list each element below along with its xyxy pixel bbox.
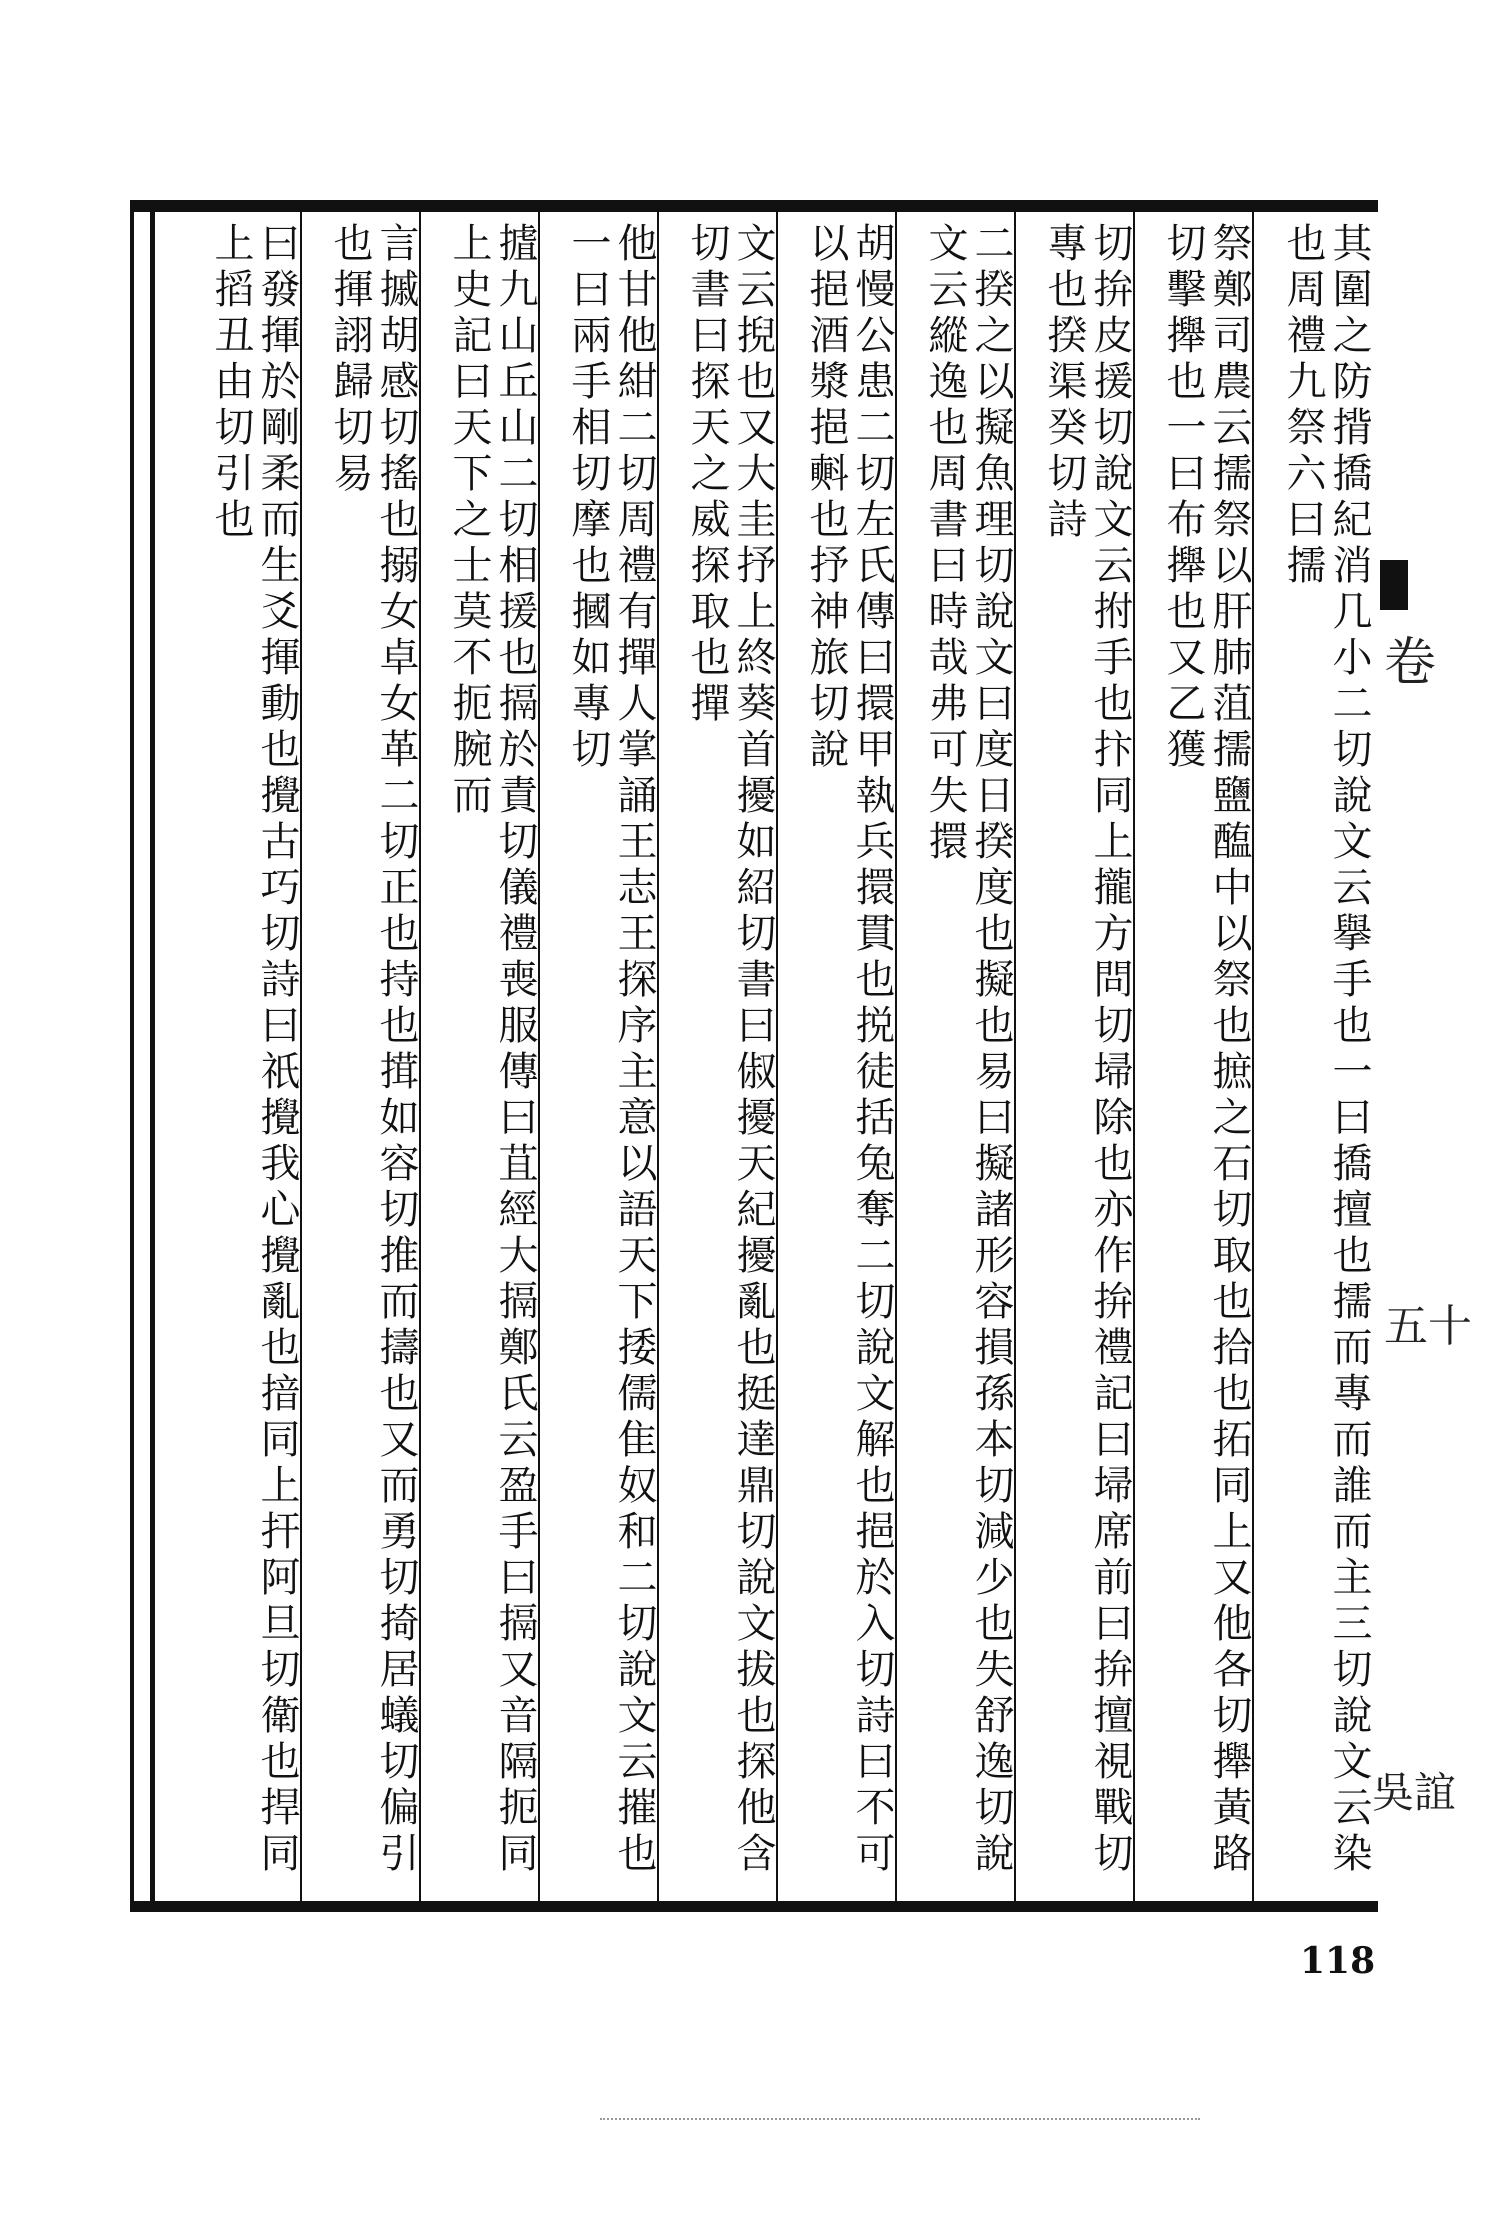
column-text: 曰發揮於剛柔而生爻揮動也攪古巧切詩曰祇攪我心攪亂也揞同上扞阿旦切衛也捍同上搯丑由切引也: [208, 222, 300, 1878]
fold-mark-bar: [1380, 560, 1408, 610]
text-column-5: [776, 212, 895, 1902]
text-column-9: [300, 212, 419, 1902]
text-column-7: [538, 212, 657, 1902]
edge-mark-volume: 卷: [1384, 633, 1437, 693]
column-text: 他甘他紺二切周禮有撣人掌誦王志王探序主意以語天下捼儒隹奴和二切說文云摧也一曰兩手相切摩也摑如專切: [565, 222, 657, 1878]
page-number: 118: [1300, 1940, 1376, 1982]
text-column-2: [1133, 212, 1252, 1902]
text-column-8: [419, 212, 538, 1902]
text-column-6: [657, 212, 776, 1902]
column-text: 胡慢公患二切左氏傳曰擐甲執兵擐貫也捝徒括兔奪二切說文解也挹於入切詩曰不可以挹酒漿挹㪺也抒神旅切說: [803, 222, 895, 1878]
edge-mark-publisher: 吳誼: [1372, 1768, 1457, 1817]
edge-mark-number: 五十: [1384, 1301, 1472, 1352]
column-text: 文云掜也又大圭抒上終葵首擾如紹切書曰俶擾天紀擾亂也挺達鼎切說文拔也探他含切書曰探天之威探取也撣: [684, 222, 776, 1878]
text-column-3: [1014, 212, 1133, 1902]
column-text: 摣九山丘山二切相援也搹於責切儀禮喪服傳曰苴經大搹鄭氏云盈手曰搹又音隔扼同上史記曰天下之士莫不扼腕而: [446, 222, 538, 1878]
text-column-4: [895, 212, 1014, 1902]
text-column-1: [1252, 212, 1372, 1902]
column-text: 言摵胡感切搖也搦女卓女革二切正也持也搑如容切推而擣也又而勇切掎居蟻切偏引也揮詡歸切易: [327, 222, 419, 1878]
scan-noise: [600, 2118, 1200, 2122]
column-text: 祭鄭司農云擩祭以肝肺菹擩鹽醢中以祭也摭之石切取也拾也拓同上又他各切攑黃路切擊攑也一曰布攑也又乙獲: [1160, 222, 1252, 1878]
column-text: 切拚皮援切說文云拊手也抃同上攏方問切埽除也亦作拚禮記曰埽席前曰拚擅視戰切專也揆渠癸切詩: [1041, 222, 1133, 1878]
column-text: 二揆之以擬魚理切說文曰度日揆度也擬也易曰擬諸形容損孫本切減少也失舒逸切說文云縱逸也周書曰時哉弗可失擐: [922, 222, 1014, 1878]
column-text: 其圍之防揹撟紀消几小二切說文云擧手也一曰撟擅也擩而專而誰而主三切說文云染也周禮九祭六曰擩: [1280, 222, 1372, 1878]
text-column-10: [153, 212, 300, 1902]
